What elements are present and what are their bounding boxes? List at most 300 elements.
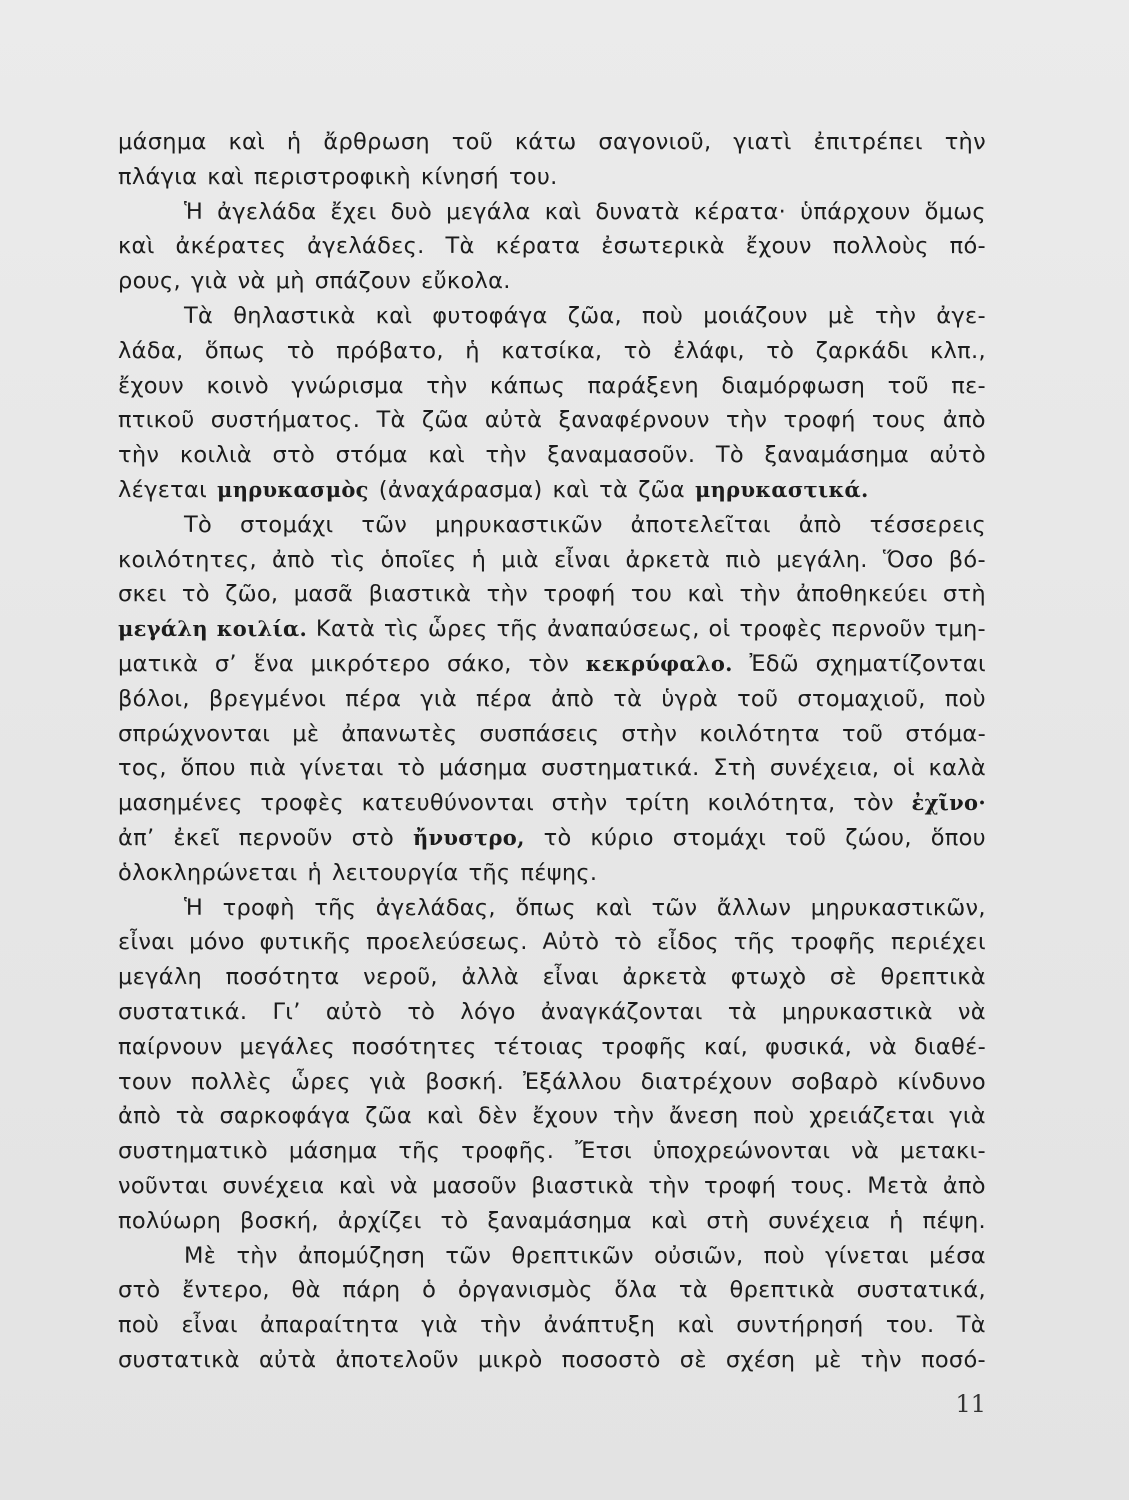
- word: ἀποθηκεύει: [796, 581, 928, 608]
- text-line: [118, 473, 986, 508]
- word: ποσό-: [921, 1346, 986, 1373]
- word: τροφή: [783, 407, 856, 434]
- word: ποὺ: [944, 685, 986, 712]
- word: τὸ: [397, 755, 426, 782]
- word: τῆς: [314, 894, 357, 921]
- word: ὧρες: [427, 616, 488, 643]
- word: Ἡ: [184, 894, 204, 921]
- word: λειτουργία: [332, 859, 459, 886]
- word: τέτοιας: [493, 1033, 585, 1060]
- text-line: [118, 160, 986, 195]
- word: σ’: [214, 650, 237, 677]
- word: τὸ: [766, 337, 795, 364]
- word: κοιλότητες,: [118, 546, 257, 573]
- word: ἄνεση: [668, 1103, 739, 1130]
- word: τὴν: [118, 442, 160, 469]
- word: τὴν: [426, 372, 468, 399]
- word: καὶ: [228, 129, 266, 155]
- word: κέρατα: [495, 233, 581, 260]
- word: σοβαρὸ: [791, 1068, 879, 1095]
- word: πολλοὺς: [832, 233, 929, 260]
- word: λάδα,: [118, 337, 184, 364]
- word: ὅπως: [204, 337, 266, 364]
- word: τρίτη: [625, 790, 690, 817]
- word: φτωχὸ: [730, 964, 807, 991]
- word: μηρυκαστικὰ: [781, 998, 933, 1025]
- word: καὶ: [687, 581, 725, 608]
- word: ζώου,: [845, 824, 912, 851]
- word: κατευθύνονται: [361, 790, 535, 817]
- word: γιὰ: [420, 685, 457, 712]
- word: μὲ: [292, 720, 320, 747]
- word: βοσκή.: [425, 1068, 505, 1095]
- word: μετακι-: [899, 1138, 986, 1165]
- word: κίνησή: [420, 163, 499, 190]
- word: τὴν: [236, 1242, 278, 1269]
- word: εἶδος: [656, 929, 719, 956]
- text-line: [118, 786, 986, 821]
- word: κοιλότητα: [699, 720, 820, 747]
- word: καί,: [703, 1033, 749, 1060]
- word: τέσσερεις: [869, 511, 986, 538]
- text-line: [118, 1343, 986, 1378]
- word: παράξενη: [587, 372, 699, 399]
- word: τὰ: [727, 998, 757, 1025]
- word: Ἡ: [184, 198, 204, 225]
- word: τῆς: [733, 929, 776, 956]
- word: Αὐτὸ: [542, 929, 600, 956]
- text-line: [118, 334, 986, 369]
- word: μικρὸ: [477, 1346, 543, 1373]
- word: μικρότερο: [310, 650, 431, 677]
- word: μάσημα: [438, 755, 528, 782]
- text-line: [118, 577, 986, 612]
- bold-term: ἐχῖνο·: [911, 790, 986, 816]
- word: ὁ: [422, 1277, 437, 1304]
- word: φυσικά,: [764, 1033, 853, 1060]
- word: τροφὲς: [260, 790, 344, 817]
- word: μόνο: [189, 929, 245, 956]
- word: Κατὰ: [315, 616, 376, 643]
- word: εἶναι: [181, 1312, 238, 1339]
- word: Τὰ: [956, 1312, 986, 1339]
- word: ἀπὸ: [942, 407, 986, 434]
- word: διαμόρφωση: [721, 372, 866, 399]
- word: ὁλοκληρώνεται: [118, 859, 298, 886]
- word: τροφὲς: [739, 616, 823, 643]
- word: πολλὲς: [191, 1068, 273, 1095]
- word: τὰ: [599, 476, 629, 503]
- word: συντήρησή: [736, 1312, 864, 1339]
- word: τροφή: [543, 581, 616, 608]
- word: ἀγελάδες.: [307, 233, 425, 260]
- word: βρεγμένοι: [208, 685, 327, 712]
- word: ζῶο,: [225, 581, 279, 608]
- word: μασοῦν: [432, 1172, 517, 1199]
- bold-term: ἤνυστρο,: [412, 824, 525, 850]
- word: τὶς: [383, 616, 420, 643]
- word: δὲν: [478, 1103, 518, 1130]
- word: τῶν: [361, 511, 408, 538]
- text-line: [118, 891, 986, 926]
- word: διαθέ-: [913, 1033, 986, 1060]
- word: πλάγια: [118, 163, 198, 190]
- word: στομαχιοῦ,: [797, 685, 926, 712]
- word: πέρα: [476, 685, 533, 712]
- word: ποὺ: [763, 1242, 805, 1269]
- word: τοῦ: [451, 129, 494, 155]
- word: ποὺ: [118, 1312, 160, 1339]
- word: ἀκέρατες: [175, 233, 287, 260]
- word: τροφῆς: [790, 929, 877, 956]
- word: ξαναμάσημα: [487, 1207, 632, 1234]
- word: περιστροφικὴ: [253, 163, 411, 190]
- word: καὶ: [338, 1172, 376, 1199]
- word: γιὰ: [421, 1312, 458, 1339]
- word: μεγάλα: [446, 198, 531, 225]
- word: σὲ: [679, 1346, 707, 1373]
- word: ἔχει: [330, 198, 377, 225]
- word: τὸ: [286, 337, 315, 364]
- word: βό-: [948, 546, 986, 573]
- word: βόλοι,: [118, 685, 190, 712]
- word: ἡ: [889, 1207, 904, 1234]
- word: τοῦ: [785, 824, 827, 851]
- word: Τὰ: [376, 407, 406, 434]
- word: συσπάσεις: [479, 720, 600, 747]
- word: καὶ: [428, 442, 465, 469]
- word: διατρέχουν: [640, 1068, 773, 1095]
- word: τὶς: [330, 546, 366, 573]
- text-line: [118, 682, 986, 717]
- word: ἔχουν: [745, 233, 812, 260]
- word: τὴν: [612, 1103, 655, 1130]
- word: θρεπτικῶν: [511, 1242, 634, 1269]
- word: κοιλιὰ: [179, 442, 253, 469]
- word: κλπ.,: [929, 337, 986, 364]
- word: του.: [885, 1312, 935, 1339]
- word: ἀπομύζηση: [297, 1242, 426, 1269]
- text-line: [118, 1273, 986, 1308]
- word: ζαρκάδι: [815, 337, 909, 364]
- word: συστηματικά.: [541, 755, 700, 782]
- word: τοῦ: [887, 372, 929, 399]
- word: ἀπὸ: [551, 685, 595, 712]
- word: σπάζουν: [314, 268, 412, 295]
- word: πιὰ: [249, 755, 287, 782]
- text-line: [118, 1099, 986, 1134]
- word: πρόβατο,: [336, 337, 444, 364]
- word: ὑποχρεώνονται: [652, 1138, 831, 1165]
- word: στὸ: [272, 442, 316, 469]
- word: Τὰ: [184, 302, 214, 329]
- word: τοῦ: [842, 720, 884, 747]
- word: ματικὰ: [118, 650, 199, 677]
- word: ἀνάπτυξη: [543, 1312, 656, 1339]
- word: ἀπανωτὲς: [341, 720, 458, 747]
- word: θηλαστικὰ: [233, 302, 356, 329]
- word: Γι’: [272, 998, 301, 1025]
- word: καὶ: [552, 476, 590, 503]
- word: νοῦνται: [118, 1172, 209, 1199]
- text-line: [118, 1030, 986, 1065]
- word: στομάχι: [672, 824, 767, 851]
- word: τὰ: [613, 685, 643, 712]
- word: γιὰ: [369, 1068, 407, 1095]
- word: συστατικὰ: [118, 1346, 240, 1373]
- word: σαρκοφάγα: [219, 1103, 351, 1130]
- word: ζῶα,: [567, 302, 622, 329]
- word: μηρυκαστικῶν: [435, 511, 603, 538]
- word: σχέση: [725, 1346, 796, 1373]
- word: κέρατα·: [693, 198, 787, 225]
- word: βιαστικὰ: [531, 1172, 634, 1199]
- text-line: [118, 995, 986, 1030]
- word: Τὸ: [184, 511, 213, 538]
- text-line: [118, 264, 986, 299]
- word: μηρυκαστικῶν,: [810, 894, 986, 921]
- word: τὸ: [543, 824, 572, 851]
- word: περνοῦν: [831, 616, 926, 643]
- word: στόμα: [335, 442, 408, 469]
- word: θρεπτικὰ: [880, 964, 986, 991]
- word: ποὺ: [642, 302, 684, 329]
- word: τὸν: [853, 790, 894, 817]
- word: τὴν: [485, 442, 527, 469]
- word: ἀπ’: [118, 824, 155, 851]
- word: ὅλα: [614, 1277, 658, 1304]
- word: τὸ: [407, 998, 436, 1025]
- word: κοινὸ: [206, 372, 269, 399]
- word: τὴν: [944, 129, 986, 155]
- word: συστατικά,: [856, 1277, 986, 1304]
- bold-term: κοιλία.: [216, 616, 308, 642]
- word: συνέχεια,: [769, 755, 880, 782]
- word: καὶ: [677, 1312, 714, 1339]
- word: ἐπιτρέπει: [813, 129, 923, 155]
- word: μεγάλη.: [776, 546, 868, 573]
- word: κάτω: [514, 129, 577, 155]
- word: τὴν: [480, 1312, 522, 1339]
- word: στόμα-: [905, 720, 986, 747]
- word: ρους,: [118, 268, 181, 295]
- word: νεροῦ,: [363, 964, 438, 991]
- word: ἡ: [465, 337, 480, 364]
- text-line: [118, 960, 986, 995]
- word: του: [630, 581, 673, 608]
- word: τουν: [118, 1068, 173, 1095]
- word: Στὴ: [713, 755, 757, 782]
- word: του.: [508, 163, 558, 190]
- word: θὰ: [291, 1277, 321, 1304]
- word: οὐσιῶν,: [654, 1242, 744, 1269]
- word: Ἔτσι: [575, 1138, 632, 1165]
- bold-term: μηρυκασμὸς: [217, 476, 369, 502]
- word: καὶ: [426, 1103, 464, 1130]
- word: τὴν: [739, 581, 781, 608]
- word: ἔχουν: [118, 372, 185, 399]
- text-line: [118, 612, 986, 647]
- word: μοιάζουν: [703, 302, 808, 329]
- word: ξαναφέρνουν: [558, 407, 710, 434]
- word: τροφῆς: [601, 1033, 688, 1060]
- word: γίνεται: [825, 1242, 909, 1269]
- text-line: [118, 856, 986, 891]
- word: νὰ: [957, 998, 986, 1025]
- word: γιατὶ: [733, 129, 792, 155]
- word: μὲ: [827, 302, 855, 329]
- word: ὅμως: [924, 198, 986, 225]
- word: τροφῆς.: [461, 1138, 555, 1165]
- word: φυτοφάγα: [432, 302, 548, 329]
- word: στὸ: [351, 824, 395, 851]
- word: τὴν: [874, 302, 917, 329]
- word: ἀπὸ: [942, 1172, 986, 1199]
- word: σάκο,: [446, 650, 512, 677]
- word: Ἐδῶ: [749, 650, 799, 677]
- word: σὲ: [829, 964, 857, 991]
- word: στὴ: [942, 581, 986, 608]
- text-line: [118, 508, 986, 543]
- word: φυτικῆς: [259, 929, 352, 956]
- word: μιὰ: [501, 546, 539, 573]
- word: ποσότητα: [225, 964, 340, 991]
- word: ζῶα: [421, 407, 469, 434]
- word: προελεύσεως.: [366, 929, 528, 956]
- word: ἄλλων: [716, 894, 792, 921]
- text-line: [118, 1169, 986, 1204]
- word: γιὰ: [949, 1103, 986, 1130]
- word: μὲ: [814, 1346, 842, 1373]
- text-line: [118, 717, 986, 752]
- word: πέψη.: [922, 1207, 986, 1234]
- word: ἀρκετὰ: [625, 546, 711, 573]
- word: βοσκή,: [240, 1207, 319, 1234]
- word: αὐτὰ: [484, 407, 543, 434]
- word: οἱ: [708, 616, 731, 643]
- word: περνοῦν: [238, 824, 333, 851]
- word: ἀπὸ: [798, 511, 842, 538]
- word: πέψης.: [520, 859, 598, 886]
- word: τῆς: [496, 616, 539, 643]
- word: τος,: [118, 755, 167, 782]
- word: ἀπὸ: [272, 546, 316, 573]
- word: τὸ: [623, 337, 652, 364]
- word: ἔχουν: [532, 1103, 599, 1130]
- text-line: [118, 751, 986, 786]
- word: τὰ: [175, 1103, 205, 1130]
- page-number: 11: [955, 1390, 986, 1418]
- word: μασημένες: [118, 790, 243, 817]
- word: συστατικά.: [118, 998, 248, 1025]
- word: γίνεται: [299, 755, 384, 782]
- word: συστήματος.: [210, 407, 361, 434]
- word: τους.: [790, 1172, 853, 1199]
- word: ἀρχίζει: [337, 1207, 422, 1234]
- word: νὰ: [389, 1172, 418, 1199]
- word: μέσα: [929, 1242, 986, 1269]
- word: μεγάλη: [118, 964, 202, 991]
- word: καὶ: [595, 894, 633, 921]
- bold-term: μηρυκαστικά.: [694, 476, 869, 502]
- word: πό-: [949, 233, 986, 260]
- word: τὸ: [614, 929, 643, 956]
- word: μεγάλες: [239, 1033, 335, 1060]
- word: οἱ: [892, 755, 915, 782]
- word: πολύωρη: [118, 1207, 222, 1234]
- word: χρειάζεται: [809, 1103, 935, 1130]
- word: Μετὰ: [867, 1172, 929, 1199]
- word: βιαστικὰ: [368, 581, 472, 608]
- word: ἡ: [471, 546, 487, 573]
- word: τὰ: [678, 1277, 708, 1304]
- word: ὅπου: [930, 824, 986, 851]
- word: στὴ: [706, 1207, 750, 1234]
- word: κοιλότητα,: [707, 790, 836, 817]
- word: μασᾶ: [293, 581, 354, 608]
- text-line: [118, 1239, 986, 1274]
- text-line: [118, 1204, 986, 1239]
- word: τῶν: [445, 1242, 492, 1269]
- word: (ἀναχάρασμα): [378, 476, 543, 503]
- word: τροφὴ: [222, 894, 295, 921]
- text-line: [118, 1065, 986, 1100]
- word: ποσοστὸ: [561, 1346, 661, 1373]
- word: στὴν: [621, 720, 678, 747]
- word: καὶ: [207, 163, 244, 190]
- word: Ὅσο: [882, 546, 934, 573]
- bold-term: μεγάλη: [118, 616, 208, 642]
- word: ἀρκετὰ: [622, 964, 708, 991]
- word: τμη-: [934, 616, 986, 643]
- word: ὑγρὰ: [661, 685, 718, 712]
- word: μάσημα: [118, 129, 207, 155]
- word: ἀναπαύσεως,: [547, 616, 700, 643]
- word: ποὺ: [753, 1103, 795, 1130]
- word: εἶναι: [118, 929, 175, 956]
- word: συνέχεια: [768, 1207, 871, 1234]
- word: ἀγελάδα: [217, 198, 317, 225]
- word: αὐτὸ: [325, 998, 383, 1025]
- word: τῶν: [651, 894, 698, 921]
- word: τῆς: [398, 1138, 441, 1165]
- text-line: [118, 195, 986, 230]
- word: ἀποτελεῖται: [630, 511, 771, 538]
- word: ἀλλὰ: [461, 964, 519, 991]
- word: δυὸ: [390, 198, 433, 225]
- word: νὰ: [869, 1033, 897, 1060]
- word: εἶναι: [542, 964, 599, 991]
- word: ἐσωτερικὰ: [601, 233, 725, 260]
- word: κατσίκα,: [501, 337, 603, 364]
- word: ξαναμάσημα: [764, 442, 910, 469]
- word: καὶ: [650, 1207, 688, 1234]
- word: ἀπαραίτητα: [259, 1312, 400, 1339]
- text-line: [118, 403, 986, 438]
- word: καλὰ: [928, 755, 986, 782]
- word: μὴ: [275, 268, 305, 295]
- word: θρεπτικὰ: [729, 1277, 835, 1304]
- word: καὶ: [118, 233, 155, 260]
- word: συνέχεια: [222, 1172, 325, 1199]
- word: Ἐξάλλου: [523, 1068, 622, 1095]
- word: μάσημα: [288, 1138, 378, 1165]
- word: πιὸ: [725, 546, 762, 573]
- text-line: [118, 925, 986, 960]
- word: τὸ: [181, 581, 210, 608]
- word: ἡ: [286, 129, 302, 155]
- word: τὸν: [528, 650, 570, 677]
